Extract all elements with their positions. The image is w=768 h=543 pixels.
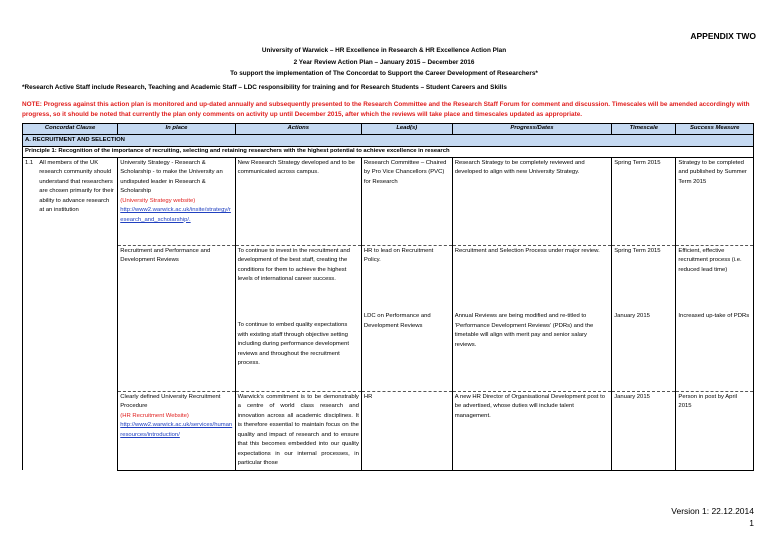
page-number: 1 (749, 518, 754, 528)
actions-cell: To continue to embed quality expectations with existing staff through objective setting including during performance development reviews and throughout the recruitment process. (235, 311, 361, 391)
col-header-progress: Progress/Dates (452, 124, 611, 135)
lead-cell: HR (361, 391, 452, 470)
clause-text: All members of the UK research community should understand that researchers are chosen primarily for their ability to advance research at an institution (39, 159, 114, 213)
measure-cell: Person in post by April 2015 (676, 391, 754, 470)
title-line-3: To support the implementation of The Concordat to Support the Career Development of Researchers* (230, 70, 538, 77)
col-header-clause: Concordat Clause (23, 124, 118, 135)
staff-note: *Research Active Staff include Research, Teaching and Academic Staff – LDC responsibility for training and for Research Students – Student Careers and Skills (22, 84, 507, 91)
title-line-1: University of Warwick – HR Excellence in Research & HR Excellence Action Plan (261, 47, 507, 54)
progress-cell: Recruitment and Selection Process under major review. (452, 245, 611, 311)
measure-cell: Strategy to be completed and published by Summer Term 2015 (676, 157, 754, 245)
document-titles (0, 45, 768, 80)
section-title: A. RECRUITMENT AND SELECTION (23, 134, 754, 147)
lead-cell: HR to lead on Recruitment Policy. (361, 245, 452, 311)
recruitment-link[interactable]: http://www2.warwick.ac.uk/services/humanresources/introduction/ (120, 422, 233, 438)
progress-note: NOTE: Progress against this action plan is monitored and up-dated annually and subsequently presented to the Research Committee and the Research Staff Forum for comment and discussion. Timescales will be amended accordingly with progress, so it should be noted that currently the plan only comments on activity up until December 2015, after which the reviews will take place and timescales updated as appropriate. (22, 101, 750, 118)
progress-cell: A new HR Director of Organisational Development post to be advertised, whose duties will include talent management. (452, 391, 611, 470)
col-header-actions: Actions (235, 124, 361, 135)
principle-row (23, 147, 754, 158)
table-header-row (23, 124, 754, 135)
timescale-cell: Spring Term 2015 (612, 245, 676, 311)
col-header-inplace: In place (118, 124, 235, 135)
appendix-label: APPENDIX TWO (690, 31, 756, 41)
col-header-timescale: Timescale (612, 124, 676, 135)
lead-cell: Research Committee – Chaired by Pro Vice Chancellors (PVC) for Research (361, 157, 452, 245)
inplace-cell: Recruitment and Performance and Development Reviews (118, 245, 235, 391)
principle-title: Principle 1: Recognition of the importance of recruiting, selecting and retaining researchers with the highest potential to achieve excellence in research (23, 147, 754, 158)
timescale-cell: January 2015 (612, 391, 676, 470)
timescale-cell: Spring Term 2015 (612, 157, 676, 245)
measure-cell: Increased up-take of PDRs (676, 311, 754, 391)
clause-cell (23, 157, 118, 470)
title-line-2: 2 Year Review Action Plan – January 2015 – December 2016 (293, 58, 475, 66)
inplace-text: Clearly defined University Recruitment Procedure (120, 393, 221, 409)
col-header-leads: Lead(s) (361, 124, 452, 135)
table-row (23, 391, 754, 470)
timescale-cell: January 2015 (612, 311, 676, 391)
table-row (23, 245, 754, 311)
measure-cell: Efficient, effective recruitment process (i.e. reduced lead time) (676, 245, 754, 311)
strategy-link[interactable]: http://www2.warwick.ac.uk/insite/strategy/research_and_scholarship/. (120, 207, 231, 223)
col-header-measure: Success Measure (676, 124, 754, 135)
section-row (23, 134, 754, 147)
table-row (23, 157, 754, 245)
action-plan-table (22, 123, 754, 471)
clause-number: 1.1 (25, 159, 34, 166)
version-label: Version 1: 22.12.2014 (671, 506, 754, 516)
footer (671, 505, 754, 529)
progress-cell: Annual Reviews are being modified and re-titled to ‘Performance Development Reviews’ (PDRs) and the timetable will align with merit pay and senior salary reviews. (452, 311, 611, 391)
inplace-source: (University Strategy website) (120, 197, 196, 204)
actions-cell: To continue to invest in the recruitment and development of the best staff, creating the conditions for them to achieve the highest levels of international career success. (235, 245, 361, 311)
inplace-cell (118, 391, 235, 470)
inplace-text: University Strategy - Research & Scholarship - to make the University an undisputed leader in Research & Scholarship (120, 159, 223, 194)
actions-cell: New Research Strategy developed and to be communicated across campus. (235, 157, 361, 245)
progress-cell: Research Strategy to be completely reviewed and developed to align with new University Strategy. (452, 157, 611, 245)
inplace-source: (HR Recruitment Website) (120, 412, 189, 419)
actions-cell: Warwick’s commitment is to be demonstrably a centre of world class research and innovation across all academic disciplines. It is therefore essential to maintain focus on the quality and impact of research and to ensure that this becomes embedded into our quality expectations in our internal processes, in particular those (235, 391, 361, 470)
lead-cell: LDC on Performance and Development Reviews (361, 311, 452, 391)
inplace-cell (118, 157, 235, 245)
